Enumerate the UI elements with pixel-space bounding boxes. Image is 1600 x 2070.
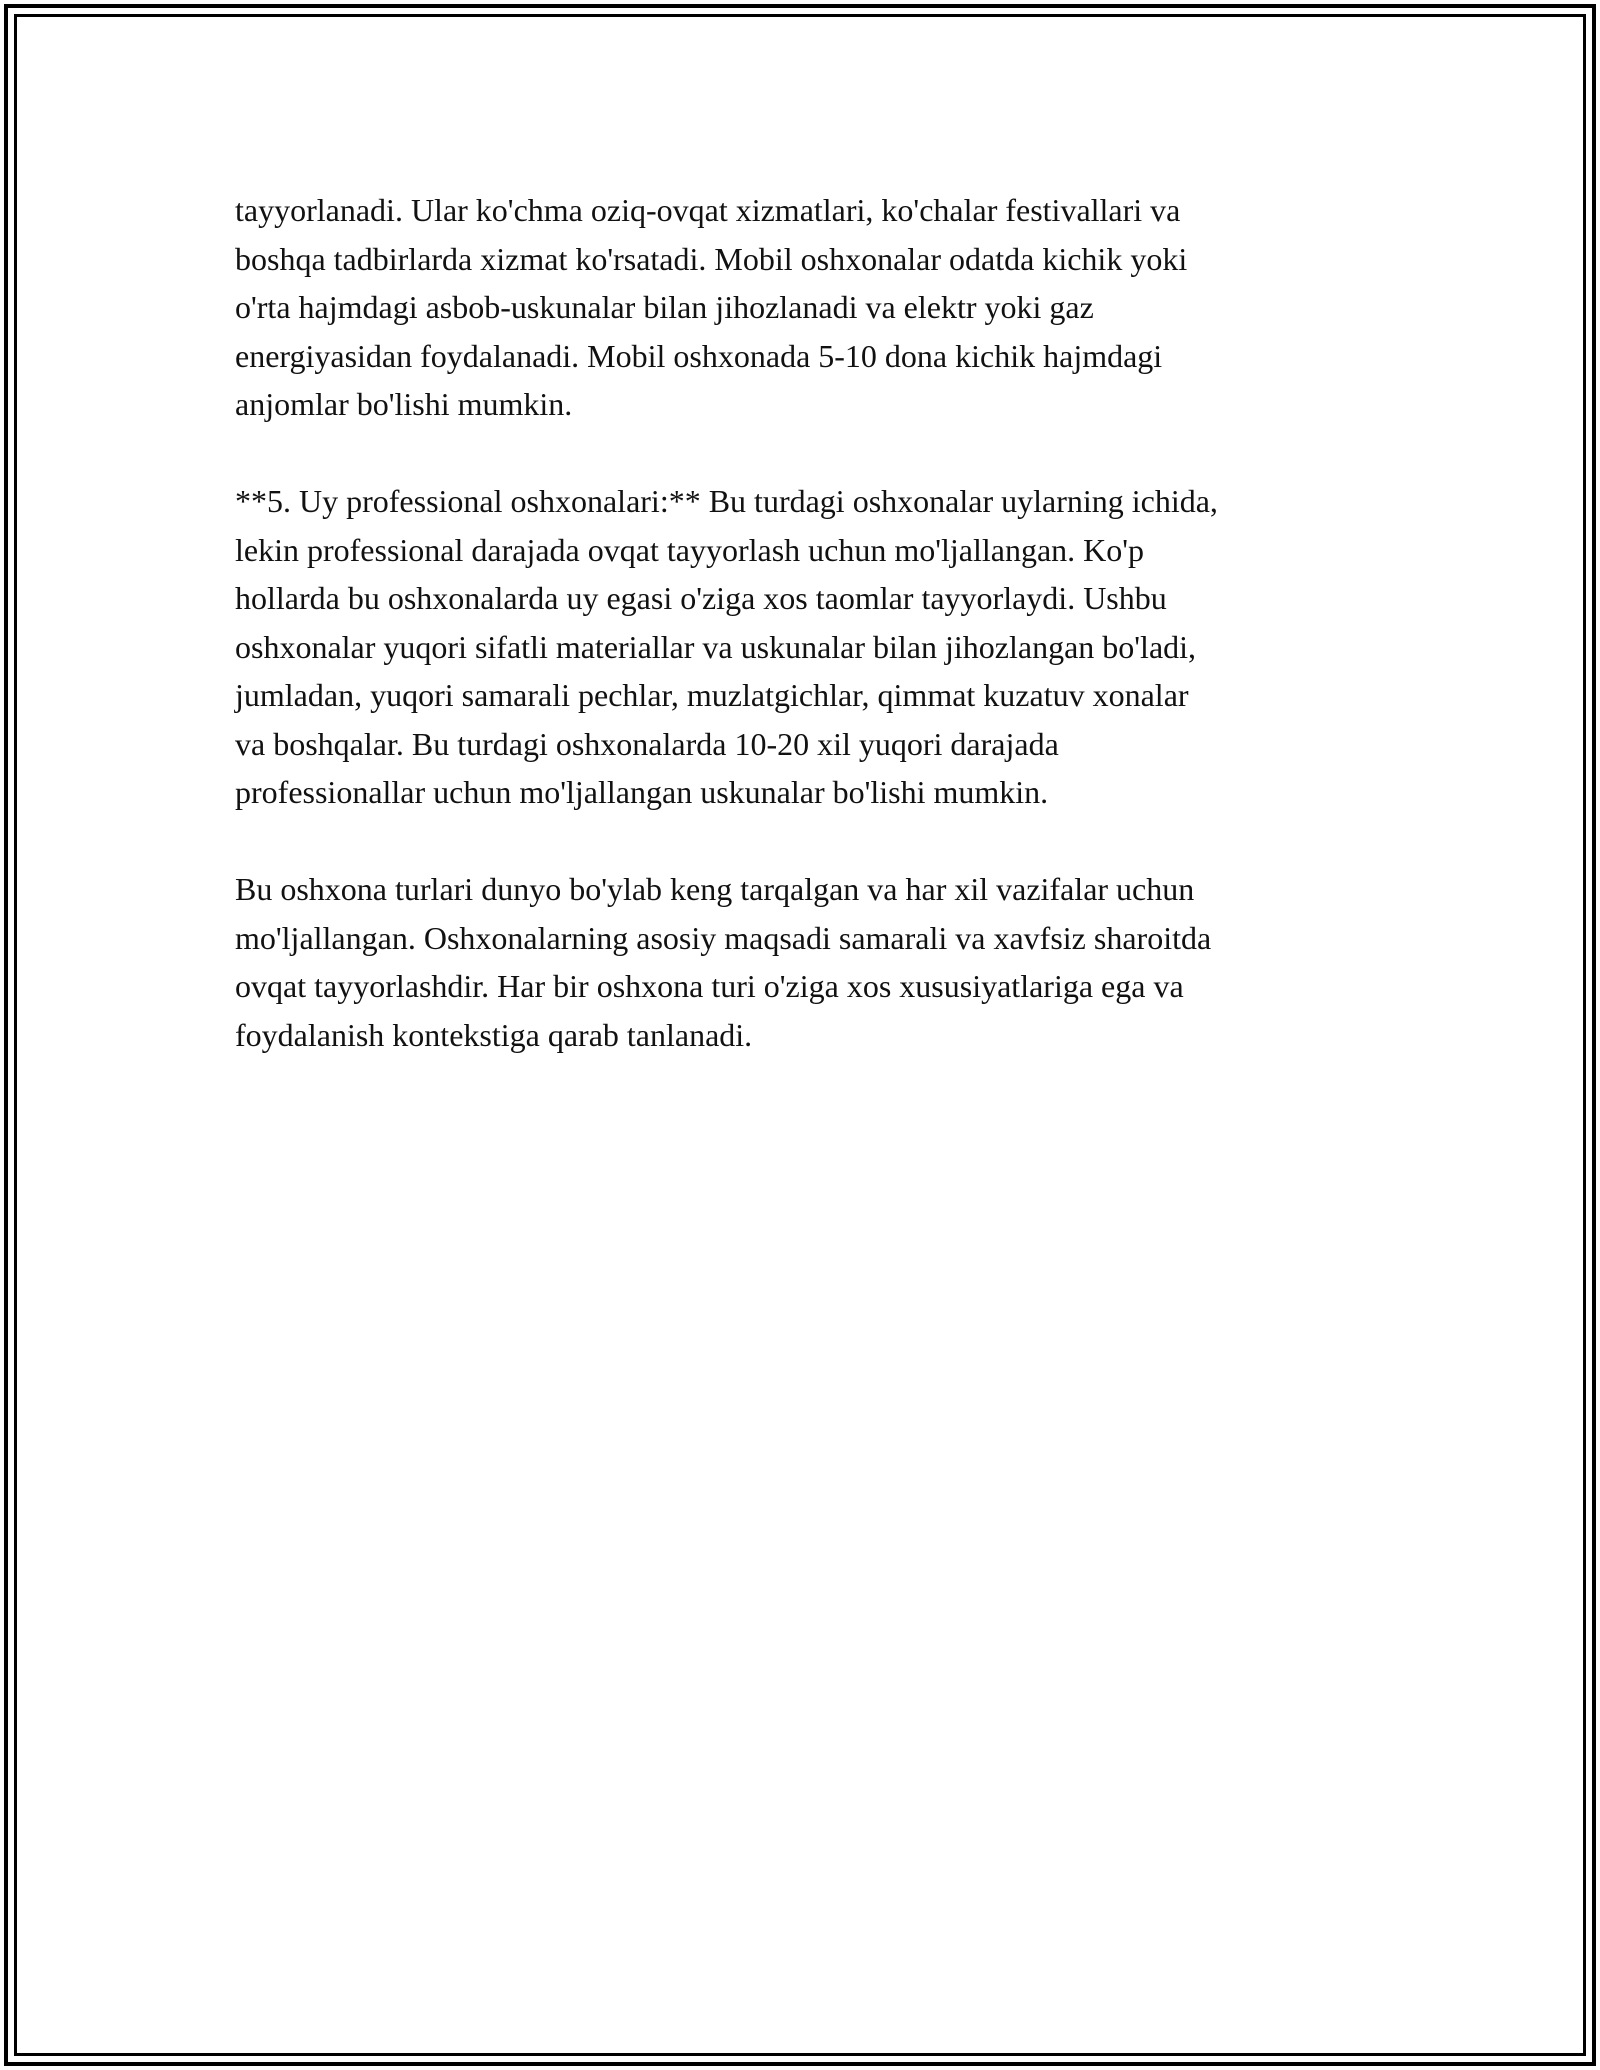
text-line: Bu oshxona turlari dunyo bo'ylab keng tarqalgan va har xil vazifalar uchun: [235, 871, 1195, 907]
document-body: [235, 186, 1375, 1108]
text-line: oshxonalar yuqori sifatli materiallar va uskunalar bilan jihozlangan bo'ladi,: [235, 628, 1197, 665]
text-line: energiyasidan foydalanadi. Mobil oshxonada 5-10 dona kichik hajmdagi: [235, 337, 1163, 374]
text-line: va boshqalar. Bu turdagi oshxonalarda 10-20 xil yuqori darajada: [235, 725, 1059, 762]
text-line: lekin professional darajada ovqat tayyorlash uchun mo'ljallangan. Ko'p: [235, 531, 1145, 568]
text-line: ovqat tayyorlashdir. Har bir oshxona turi o'ziga xos xususiyatlariga ega va: [235, 968, 1184, 1004]
text-line: jumladan, yuqori samarali pechlar, muzlatgichlar, qimmat kuzatuv xonalar: [235, 677, 1189, 713]
text-line: **5. Uy professional oshxonalari:** Bu turdagi oshxonalar uylarning ichida,: [235, 483, 1218, 519]
text-line: tayyorlanadi. Ular ko'chma oziq-ovqat xizmatlari, ko'chalar festivallari va: [235, 192, 1181, 228]
text-line: foydalanish kontekstiga qarab tanlanadi.: [235, 1016, 753, 1053]
text-line: boshqa tadbirlarda xizmat ko'rsatadi. Mobil oshxonalar odatda kichik yoki: [235, 240, 1188, 277]
text-line: hollarda bu oshxonalarda uy egasi o'ziga xos taomlar tayyorlaydi. Ushbu: [235, 580, 1167, 616]
paragraph-mobile-kitchens: [235, 186, 1375, 429]
text-line: o'rta hajmdagi asbob-uskunalar bilan jihozlanadi va elektr yoki gaz: [235, 289, 1094, 325]
text-line: anjomlar bo'lishi mumkin.: [235, 386, 573, 422]
paragraph-conclusion: [235, 865, 1375, 1059]
paragraph-home-professional-kitchens: [235, 477, 1375, 817]
text-line: mo'ljallangan. Oshxonalarning asosiy maqsadi samarali va xavfsiz sharoitda: [235, 919, 1212, 956]
text-line: professionallar uchun mo'ljallangan uskunalar bo'lishi mumkin.: [235, 774, 1049, 810]
